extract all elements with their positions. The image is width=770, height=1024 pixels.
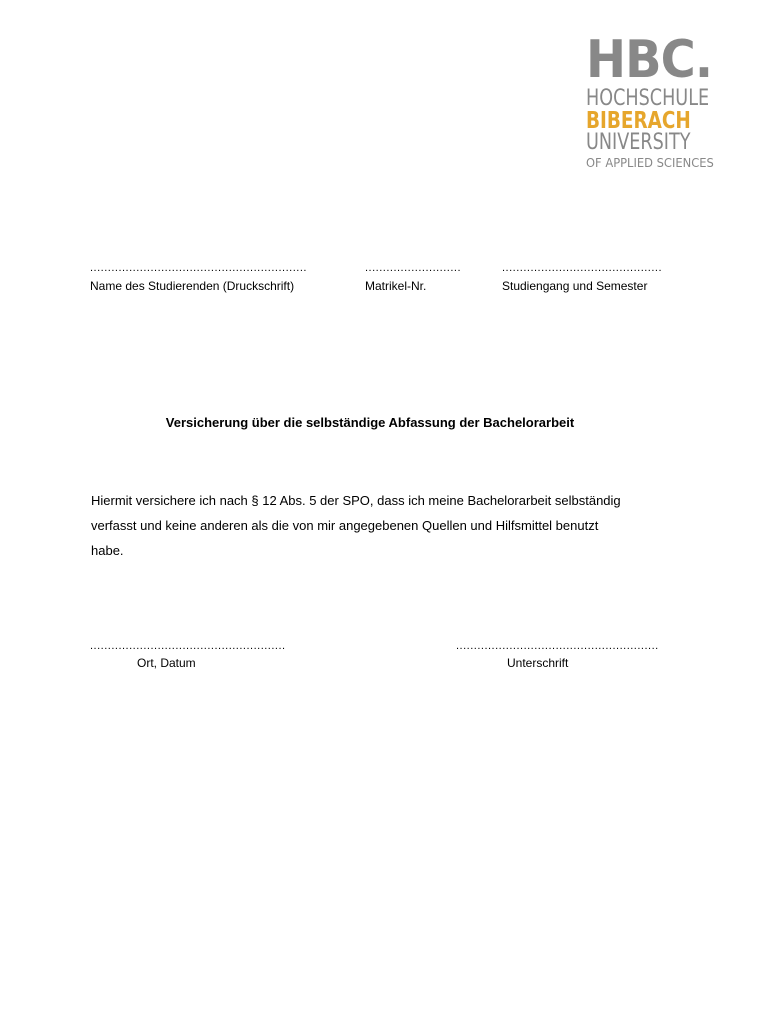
declaration-line-1: Hiermit versichere ich nach § 12 Abs. 5 der SPO, dass ich meine Bachelorarbeit selbständig	[91, 493, 621, 508]
matrikel-dots: ...........................	[365, 262, 462, 274]
university-logo	[586, 30, 736, 170]
logo-main: HBC.	[586, 30, 713, 90]
studiengang-dots: .............................................	[502, 262, 663, 274]
logo-line-biberach: BIBERACH	[586, 108, 691, 134]
ort-datum-dots: .......................................................	[90, 640, 286, 652]
ort-datum-label: Ort, Datum	[137, 656, 196, 670]
document-title: Versicherung über die selbständige Abfassung der Bachelorarbeit	[165, 415, 575, 430]
matrikel-label: Matrikel-Nr.	[365, 279, 427, 293]
logo-line-university: UNIVERSITY	[586, 130, 691, 155]
unterschrift-label: Unterschrift	[507, 656, 569, 670]
name-label: Name des Studierenden (Druckschrift)	[90, 279, 295, 293]
unterschrift-dots: .........................................................	[456, 640, 659, 652]
declaration-text	[91, 488, 671, 563]
logo-line-applied-sciences: OF APPLIED SCIENCES	[586, 155, 714, 170]
logo-line-hochschule: HOCHSCHULE	[586, 86, 710, 111]
declaration-line-2: verfasst und keine anderen als die von mir angegebenen Quellen und Hilfsmittel benutzt	[91, 518, 599, 533]
studiengang-label: Studiengang und Semester	[502, 279, 648, 293]
declaration-line-3: habe.	[91, 543, 124, 558]
name-dots: .............................................................	[90, 262, 307, 274]
